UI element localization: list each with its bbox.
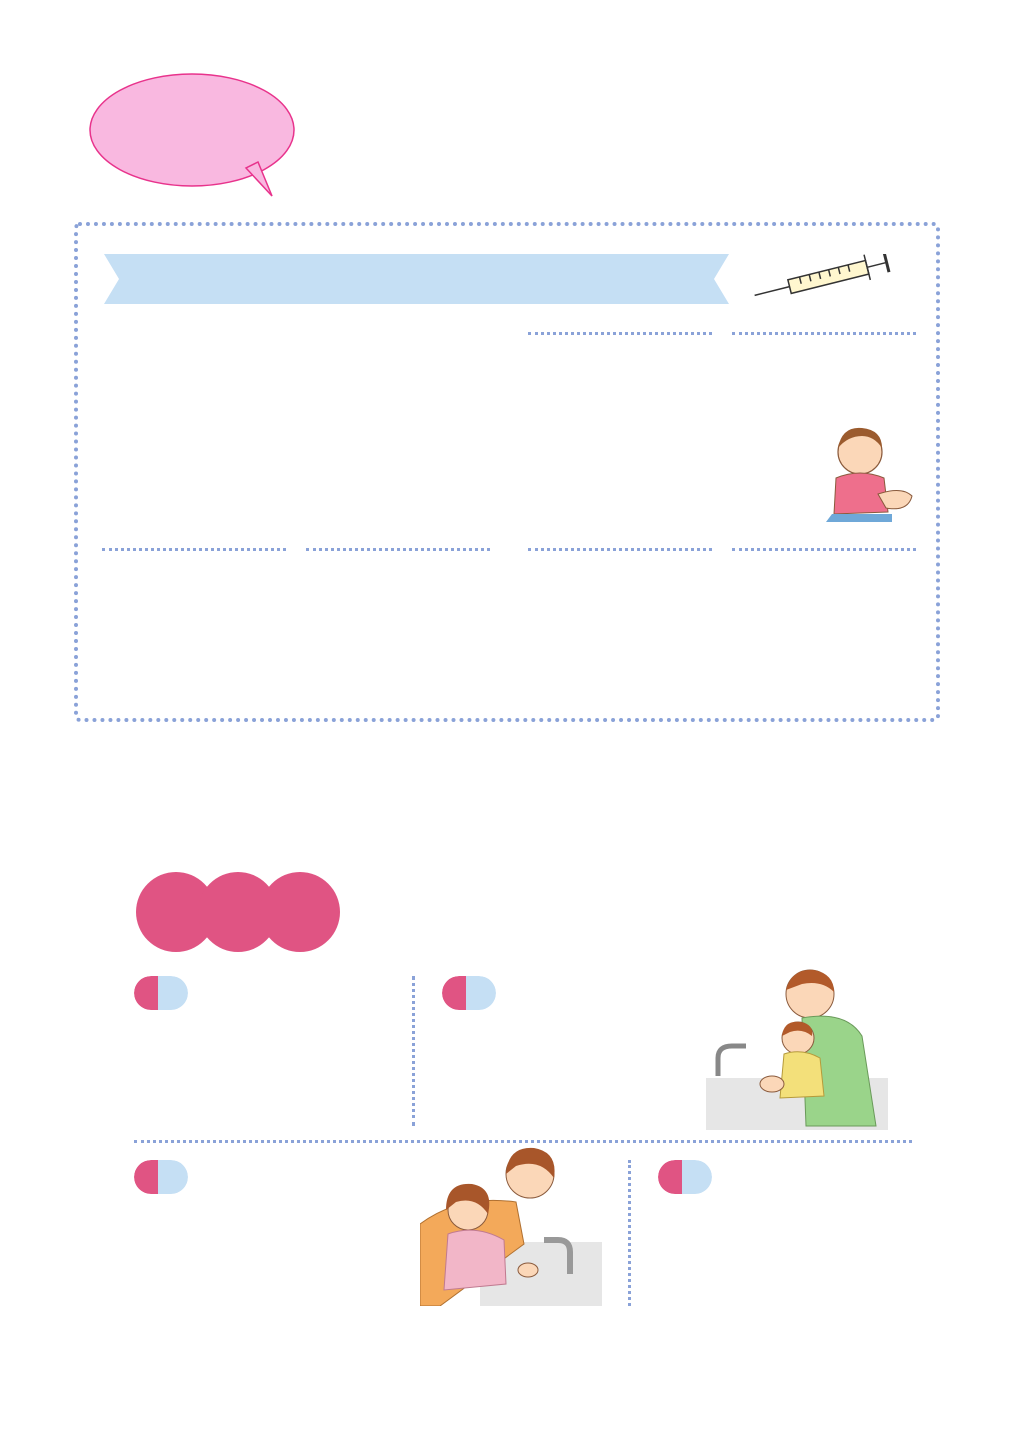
- stage-3-badge: [658, 1160, 712, 1194]
- speech-bubble-shape: [86, 72, 306, 202]
- age-label: [442, 976, 466, 1010]
- boy-injection-illustration: [822, 422, 914, 524]
- flu-title-ribbon: [104, 252, 729, 306]
- age-label: [134, 1160, 158, 1194]
- stage-title: [158, 1160, 188, 1194]
- mother-girl-washing-illustration: [420, 1144, 602, 1306]
- ribbon-shape: [104, 252, 729, 306]
- section-heading-six-months: [102, 536, 490, 562]
- section-heading-two-doses: [528, 320, 916, 346]
- section-heading-family: [528, 536, 916, 562]
- stage-title: [682, 1160, 712, 1194]
- title-circles: [134, 870, 342, 954]
- age-label: [134, 976, 158, 1010]
- divider-vertical-bottom: [628, 1160, 631, 1306]
- stage-title: [158, 976, 188, 1010]
- stage-1-badge: [442, 976, 496, 1010]
- syringe-icon: [748, 254, 900, 298]
- stage-2-badge: [134, 1160, 188, 1194]
- stage-title: [466, 976, 496, 1010]
- speech-bubble: [86, 72, 306, 202]
- divider-horizontal: [134, 1140, 912, 1143]
- handwash-title-badge: [134, 870, 342, 954]
- age-label: [658, 1160, 682, 1194]
- divider-vertical-top: [412, 976, 415, 1126]
- parent-child-washing-illustration: [706, 966, 888, 1130]
- stage-0-badge: [134, 976, 188, 1010]
